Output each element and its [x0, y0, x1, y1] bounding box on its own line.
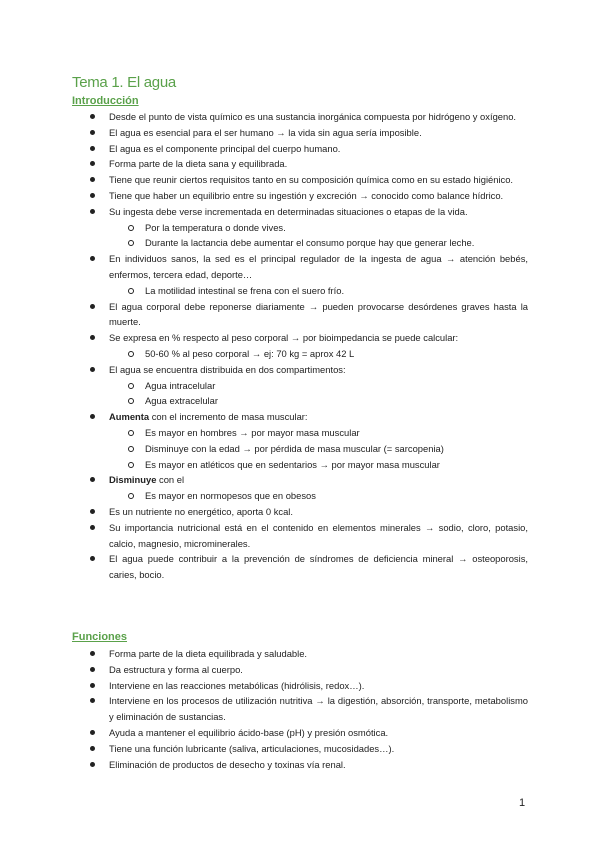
- bullet-icon: [90, 525, 95, 530]
- list-item: [0, 204, 600, 220]
- sub-list-item-text: Agua extracelular: [145, 395, 218, 407]
- sub-list-item-text: Es mayor en atléticos que en sedentarios → por mayor masa muscular: [145, 458, 440, 470]
- bullet-icon: [90, 746, 95, 751]
- sub-list-item-text: Por la temperatura o donde vives.: [145, 221, 286, 233]
- sub-list-item: [0, 283, 600, 299]
- list-item-text: Da estructura y forma al cuerpo.: [109, 663, 243, 675]
- list-item-text: Interviene en las reacciones metabólicas (hidrólisis, redox…).: [109, 679, 365, 691]
- list-item: [0, 504, 600, 520]
- sub-list-item: [0, 346, 600, 362]
- list-item: [0, 109, 600, 125]
- list-item: [0, 693, 600, 725]
- list-item: [0, 551, 600, 583]
- list-item-text: Se expresa en % respecto al peso corporal → por bioimpedancia se puede calcular:: [109, 332, 459, 344]
- intro-bullet-list: [0, 109, 600, 583]
- list-item-text: Tiene que reunir ciertos requisitos tanto en su composición química como en su estado higiénico.: [109, 174, 514, 186]
- list-item-text: Su ingesta debe verse incrementada en determinadas situaciones o etapas de la vida.: [109, 205, 468, 217]
- hollow-bullet-icon: [128, 240, 134, 246]
- list-item: [0, 125, 600, 141]
- bullet-icon: [90, 367, 95, 372]
- bullet-icon: [90, 256, 95, 261]
- sub-list-item-text: Disminuye con la edad → por pérdida de masa muscular (= sarcopenia): [145, 442, 444, 454]
- sub-list-item-text: Es mayor en hombres → por mayor masa muscular: [145, 426, 360, 438]
- hollow-bullet-icon: [128, 462, 134, 468]
- hollow-bullet-icon: [128, 288, 134, 294]
- list-item: [0, 362, 600, 378]
- bullet-icon: [90, 304, 95, 309]
- list-item-text: El agua es el componente principal del cuerpo humano.: [109, 142, 341, 154]
- list-item: [0, 646, 600, 662]
- hollow-bullet-icon: [128, 225, 134, 231]
- bullet-icon: [90, 193, 95, 198]
- list-item-text: Tiene una función lubricante (saliva, articulaciones, mucosidades…).: [109, 742, 395, 754]
- list-item-text: Ayuda a mantener el equilibrio ácido-base (pH) y presión osmótica.: [109, 726, 389, 738]
- funciones-bullet-list: [0, 646, 600, 772]
- document-title: Tema 1. El agua: [72, 74, 176, 91]
- sub-list-item: [0, 220, 600, 236]
- bullet-icon: [90, 698, 95, 703]
- sub-list-item-text: Durante la lactancia debe aumentar el consumo porque hay que generar leche.: [145, 237, 475, 249]
- list-item-text: Desde el punto de vista químico es una sustancia inorgánica compuesta por hidrógeno y oxígeno.: [109, 111, 517, 122]
- list-item-text: El agua corporal debe reponerse diariamente → pueden provocarse desórdenes graves hasta la muerte.: [109, 300, 528, 328]
- bullet-icon: [90, 414, 95, 419]
- sub-list-item-text: 50-60 % al peso corporal → ej: 70 kg = aprox 42 L: [145, 347, 355, 359]
- bullet-icon: [90, 667, 95, 672]
- bullet-icon: [90, 177, 95, 182]
- list-item-text: El agua se encuentra distribuida en dos compartimentos:: [109, 363, 346, 375]
- bullet-icon: [90, 146, 95, 151]
- sub-list-item: [0, 393, 600, 409]
- bullet-icon: [90, 556, 95, 561]
- section-heading-introduccion: Introducción: [72, 95, 139, 107]
- list-item-text: Forma parte de la dieta equilibrada y saludable.: [109, 648, 308, 659]
- list-item: [0, 141, 600, 157]
- sub-list-item-text: Es mayor en normopesos que en obesos: [145, 490, 316, 502]
- hollow-bullet-icon: [128, 351, 134, 357]
- page-number: 1: [519, 797, 526, 809]
- list-item-text: Forma parte de la dieta sana y equilibrada.: [109, 158, 288, 170]
- list-item: [0, 662, 600, 678]
- list-item-text: Interviene en los procesos de utilización nutritiva → la digestión, absorción, transporte, metabolismo y eliminación de sustancias.: [109, 695, 528, 723]
- bullet-icon: [90, 651, 95, 656]
- sub-list-item: [0, 457, 600, 473]
- bullet-icon: [90, 762, 95, 767]
- bullet-icon: [90, 683, 95, 688]
- list-item: [0, 188, 600, 204]
- list-item-text: El agua puede contribuir a la prevención de síndromes de deficiencia mineral → osteoporosis, caries, bocio.: [109, 553, 528, 581]
- list-item: [0, 251, 600, 283]
- sub-list-item: [0, 425, 600, 441]
- hollow-bullet-icon: [128, 493, 134, 499]
- list-item: [0, 520, 600, 552]
- bullet-icon: [90, 130, 95, 135]
- list-item: [0, 741, 600, 757]
- list-item: [0, 299, 600, 331]
- sub-list-item-text: Agua intracelular: [145, 379, 216, 391]
- bullet-icon: [90, 335, 95, 340]
- list-item: [0, 172, 600, 188]
- bullet-icon: [90, 730, 95, 735]
- list-item: [0, 678, 600, 694]
- list-item-text: Es un nutriente no energético, aporta 0 kcal.: [109, 505, 293, 517]
- bullet-icon: [90, 477, 95, 482]
- bullet-icon: [90, 114, 95, 119]
- hollow-bullet-icon: [128, 398, 134, 404]
- sub-list-item: [0, 378, 600, 394]
- list-item-text: con el incremento de masa muscular:: [149, 411, 308, 423]
- bullet-icon: [90, 161, 95, 166]
- list-item-text: con el: [156, 474, 185, 486]
- sub-list-item-text: La motilidad intestinal se frena con el suero frío.: [145, 284, 345, 296]
- bullet-icon: [90, 209, 95, 214]
- hollow-bullet-icon: [128, 383, 134, 389]
- list-item-bold-text: Aumenta: [109, 411, 150, 423]
- list-item-bold-text: Disminuye: [109, 474, 157, 486]
- list-item: [0, 330, 600, 346]
- list-item-text: Tiene que haber un equilibrio entre su ingestión y excreción → conocido como balance hídrico.: [109, 189, 504, 201]
- list-item: [0, 409, 600, 425]
- list-item-text: En individuos sanos, la sed es el principal regulador de la ingesta de agua → atención bebés, enfermos, tercera edad, deporte…: [109, 253, 528, 280]
- list-item: [0, 757, 600, 773]
- hollow-bullet-icon: [128, 446, 134, 452]
- list-item-text: Eliminación de productos de desecho y toxinas vía renal.: [109, 758, 346, 770]
- list-item: [0, 156, 600, 172]
- hollow-bullet-icon: [128, 430, 134, 436]
- bullet-icon: [90, 509, 95, 514]
- sub-list-item: [0, 488, 600, 504]
- sub-list-item: [0, 441, 600, 457]
- section-heading-funciones: Funciones: [72, 631, 128, 643]
- list-item-text: El agua es esencial para el ser humano → la vida sin agua sería imposible.: [109, 126, 422, 138]
- sub-list-item: [0, 235, 600, 251]
- list-item: [0, 725, 600, 741]
- list-item-text: Su importancia nutricional está en el contenido en elementos minerales → sodio, cloro, potasio, calcio, magnesio, microminerales.: [109, 521, 528, 549]
- list-item: [0, 472, 600, 488]
